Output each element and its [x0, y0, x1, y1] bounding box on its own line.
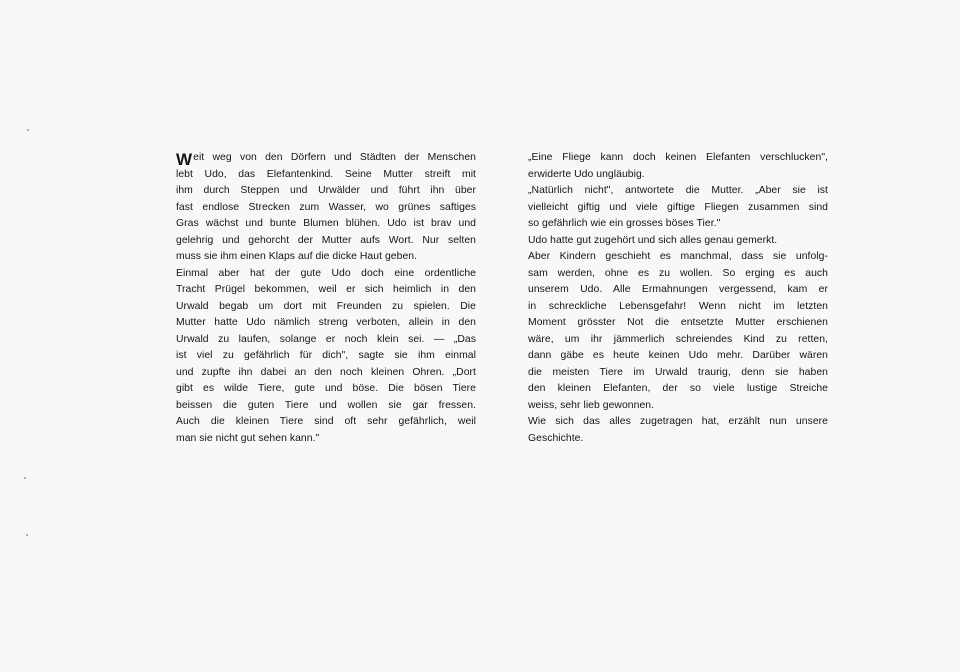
paper-speck — [26, 534, 28, 536]
text-line: Gras wächst und bunte Blumen blühen. Udo ist brav und — [176, 218, 476, 229]
left-text-column — [176, 150, 476, 447]
paper-speck — [27, 129, 29, 131]
text-line: ihm durch Steppen und Urwälder und führt ihn über — [176, 185, 476, 196]
right-text-column — [528, 150, 828, 447]
text-line: Udo hatte gut zugehört und sich alles genau gemerkt. — [528, 234, 778, 246]
text-line: Moment grösster Not die entsetzte Mutter erschienen — [528, 317, 828, 328]
text-line: muss sie ihm einen Klaps auf die dicke Haut geben. — [176, 251, 418, 262]
text-line: so gefährlich wie ein grosses böses Tier." — [528, 218, 721, 229]
text-line: unserem Udo. Alle Ermahnungen vergessend, kam er — [528, 284, 828, 295]
left-first-line-text: eit weg von den Dörfern und Städten der Menschen — [193, 152, 476, 163]
text-line: gibt es wilde Tiere, gute und böse. Die bösen Tiere — [176, 383, 476, 394]
left-first-line — [176, 150, 476, 167]
drop-cap: W — [176, 149, 193, 169]
text-line: gelehrig und gehorcht der Mutter aufs Wort. Nur selten — [176, 234, 476, 246]
text-line: Tracht Prügel bekommen, weil er sich heimlich in den — [176, 284, 476, 295]
text-line: „Natürlich nicht", antwortete die Mutter. „Aber sie ist — [528, 185, 828, 196]
text-line: erwiderte Udo ungläubig. — [528, 168, 645, 180]
text-line: Auch die kleinen Tiere sind oft sehr gefährlich, weil — [176, 416, 476, 427]
text-line: weiss, sehr lieb gewonnen. — [528, 399, 655, 411]
text-line: Geschichte. — [528, 432, 584, 444]
text-line: und zupfte ihn dabei an den noch kleinen Ohren. „Dort — [176, 366, 476, 378]
text-line: Urwald begab um dort mit Freunden zu spielen. Die — [176, 300, 476, 312]
text-line: man sie nicht gut sehen kann." — [176, 432, 320, 444]
text-line: ist viel zu gefährlich für dich", sagte sie ihm einmal — [176, 350, 476, 361]
text-line: Wie sich das alles zugetragen hat, erzählt nun unsere — [528, 416, 828, 427]
text-line: den kleinen Elefanten, der so viele lustige Streiche — [528, 383, 828, 394]
text-line: sam werden, ohne es zu wollen. So erging es auch — [528, 267, 828, 279]
text-line: lebt Udo, das Elefantenkind. Seine Mutter streift mit — [176, 168, 476, 180]
text-line: die meisten Tiere im Urwald traurig, denn sie haben — [528, 366, 828, 378]
text-line: vielleicht giftig und viele giftige Fliegen zusammen sind — [528, 201, 828, 213]
text-line: Einmal aber hat der gute Udo doch eine ordentliche — [176, 267, 476, 279]
text-line: „Eine Fliege kann doch keinen Elefanten verschlucken", — [528, 152, 828, 163]
text-line: dann gäbe es heute keinen Udo mehr. Darüber wären — [528, 350, 828, 361]
text-line: beissen die guten Tiere und wollen sie gar fressen. — [176, 399, 476, 411]
text-line: in schreckliche Lebensgefahr! Wenn nicht im letzten — [528, 300, 828, 312]
paper-speck — [24, 477, 26, 479]
text-line: fast endlose Strecken zum Wasser, wo grünes saftiges — [176, 201, 476, 213]
text-line: Mutter hatte Udo nämlich streng verboten, allein in den — [176, 317, 476, 328]
text-line: Aber Kindern geschieht es manchmal, dass sie unfolg- — [528, 251, 828, 262]
text-line: wäre, um ihr jämmerlich schreiendes Kind zu retten, — [528, 333, 828, 345]
text-line: Urwald zu laufen, solange er noch klein sei. — „Das — [176, 333, 476, 345]
